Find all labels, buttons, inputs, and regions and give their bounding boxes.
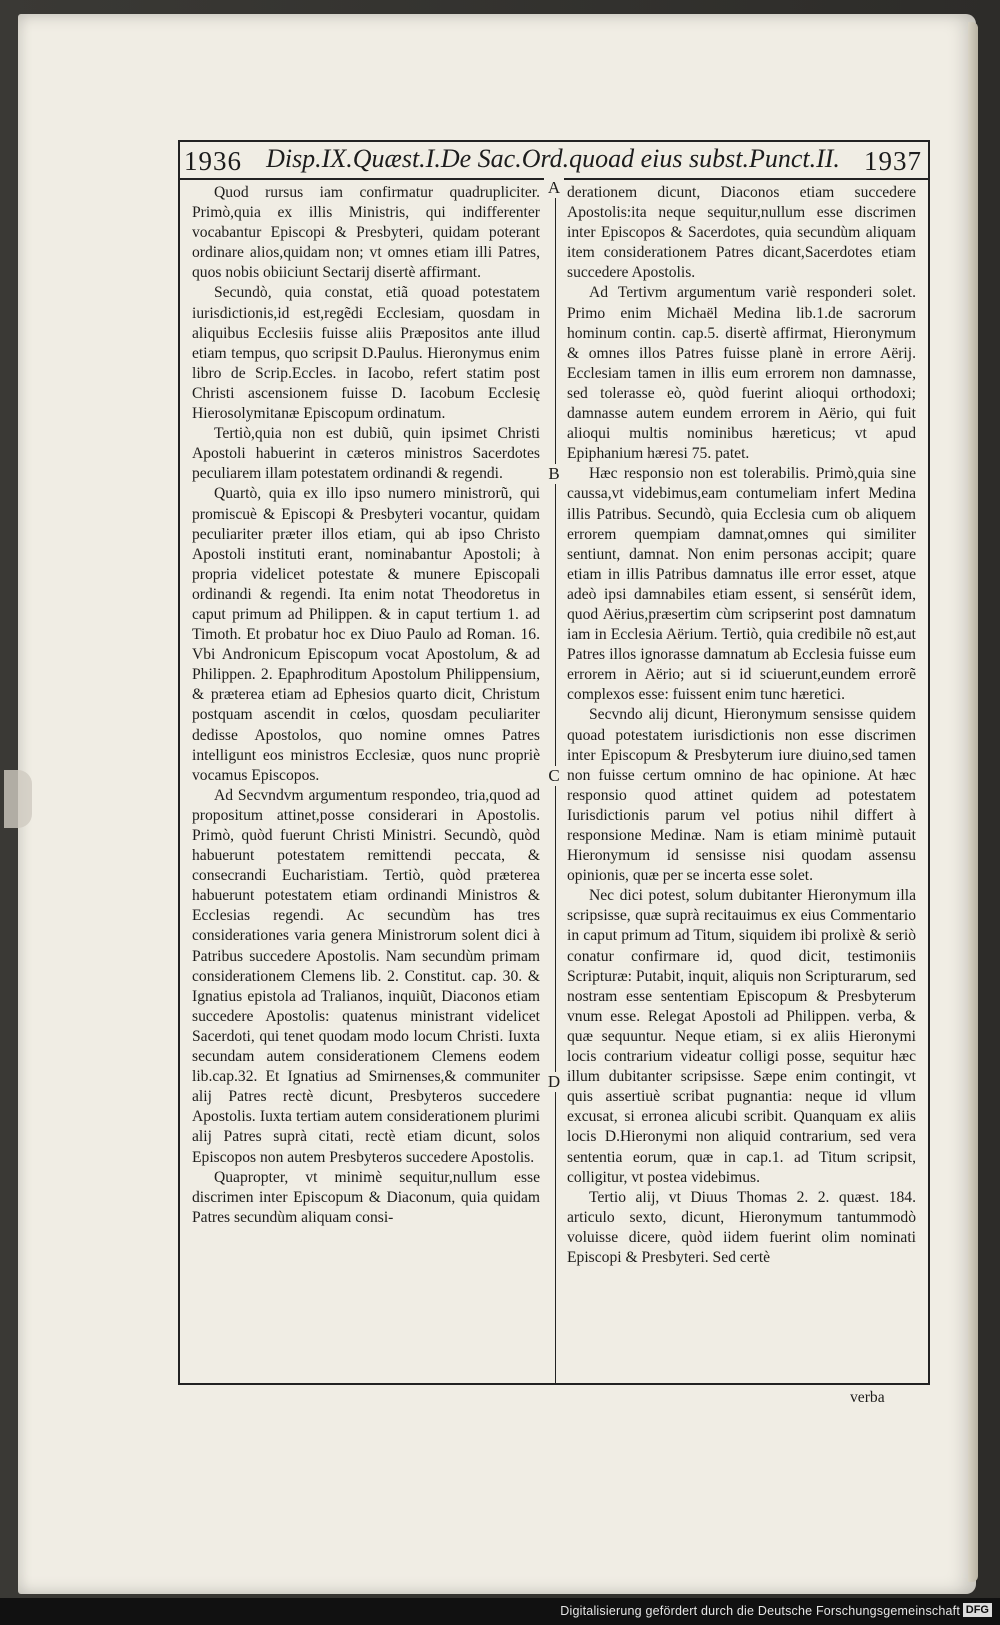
dfg-logo: DFG — [963, 1603, 992, 1617]
paragraph: Ad Tertivm argumentum variè responderi solet. Primo enim Michaël Medina lib.1.de sacrorum hominum contin. cap.5. disertè affirmat, Hieronymum & omnes illos Patres fuisse planè in errore Aërij. Ecclesiam tamen in illis eum errorem non damnasse, sed tolerasse eò, quòd fuerint alioqui orthodoxi; damnasse autem eundem errorem in Aërio, qui fuit alioqui multis nominibus hæreticus; vt apud Epiphanium hæresi 75. patet. — [567, 284, 916, 463]
page-tab-mark — [4, 770, 32, 828]
footer-bar — [0, 1598, 1000, 1625]
paragraph: Quartò, quia ex illo ipso numero ministrorũ, qui promiscuè & Episcopi & Presbyteri vocantur, quidam peculiariter præter illos etiam, qui ab ipso Christo Apostoli instituti erant, nominabantur Apostoli; à propria videlicet potestate & munere Episcopali ordinandi & regendi. Ita enim notat Theodoretus in caput primum ad Philippen. & in caput tertium 1. ad Timoth. Et probatur hoc ex Diuo Paulo ad Roman. 16. Vbi Andronicum Episcopum vocat Apostolum, & ad Philippen. 2. Epaphroditum Apostolum Philippensium, & præterea etiam ad Ephesios quarto dicit, Christum postquam ascendit in cœlos, quosdam peculiariter dedisse Apostolos, quo nomine omnes Patres intelligunt eos ministros Ecclesiæ, quos nunc propriè vocamus Episcopos. — [192, 485, 540, 784]
section-marker-a: A — [544, 178, 564, 198]
section-marker-b: B — [544, 464, 564, 484]
right-column — [567, 183, 916, 1268]
paragraph: Hæc responsio non est tolerabilis. Primò,quia sine caussa,vt videbimus,eam contumeliam infert Medina illis Patribus. Secundò, quia Ecclesia cum ob aliquem errorem quempiam damnat,omnes qui similiter sentiunt, damnat. Non enim personas accipit; quare etiam in illis Patribus damnatus ille error esset, atque adeò ipsi damnabiles etiam essent, si sensérũt idem, quod Aërius,præsertim cùm scripserint post damnatum iam in Ecclesia Aërium. Tertiò, quia credibile nõ est,aut Patres illos ignorasse damnatum ab Ecclesia fuisse eum errorem in Aërio; aut si id sciuerunt,eundem errorẽ complexos esse: fuissent enim tunc hæretici. — [567, 465, 916, 704]
paragraph: Tertio alij, vt Diuus Thomas 2. 2. quæst. 184. articulo sexto, dicunt, Hieronymum tantummodò voluisse dicere, quòd iidem fuerint olim nominati Episcopi & Presbyteri. Sed certè — [567, 1188, 916, 1266]
paragraph: derationem dicunt, Diaconos etiam succedere Apostolis:ita neque sequitur,nullum esse discrimen inter Episcopos & Sacerdotes, quia secundùm aliquam item considerationem Patres dicant,Sacerdotes etiam succedere Apostolis. — [567, 184, 916, 282]
paragraph: Quod rursus iam confirmatur quadrupliciter. Primò,quia ex illis Ministris, qui indifferenter vocabantur Episcopi & Presbyteri, quidam poterant ordinare alios,quidam non; vt omnes etiam illi Patres, quos nobis obiiciunt Sectarij disertè affirmant. — [192, 184, 540, 282]
running-title: Disp.IX.Quæst.I.De Sac.Ord.quoad eius subst.Punct.II. — [266, 144, 840, 173]
paragraph: Ad Secvndvm argumentum respondeo, tria,quod ad propositum attinet,posse considerari in Apostolis. Primò, quòd fuerunt Christi Ministri. Secundò, quòd habuerunt potestatem remittendi peccata, & consecrandi Eucharistiam. Tertiò, quòd præterea habuerunt potestatem etiam ordinandi Ministros & Ecclesias regendi. Ac secundùm has tres considerationes varia genera Ministrorum solent dici à Patribus succedere Apostolis. Nam secundùm primam considerationem Clemens lib. 2. Constitut. cap. 30. & Ignatius epistola ad Tralianos, inquiũt, Diaconos etiam succedere Apostolis: quatenus ministrant videlicet Sacerdoti, qui tenet quodam modo locum Christi. Iuxta secundam autem considerationem Clemens eodem lib.cap.32. Et Ignatius ad Smirnenses,& communiter alij Patres rectè dicunt, Presbyteros succedere Apostolis. Iuxta tertiam autem considerationem plurimi alij Patres suprà citati, rectè etiam dicunt, solos Episcopos non autem Presbyteros succedere Apostolis. — [192, 786, 540, 1166]
section-marker-d: D — [544, 1072, 564, 1092]
running-head — [180, 144, 928, 178]
page-number-right: 1937 — [864, 146, 922, 176]
page-number-left: 1936 — [184, 146, 242, 176]
paragraph: Nec dici potest, solum dubitanter Hieronymum illa scripsisse, quæ suprà recitauimus ex eius Commentario in caput primum ad Titum, siquidem ibi prolixè & seriò conatur confirmare id, quod dicit, testimoniis Scripturæ: Putabit, inquit, aliquis non Scripturarum, sed nostram esse sententiam Episcopum & Presbyterum vnum esse. Relegat Apostoli ad Philippen. verba, & quæ sequuntur. Neque etiam, si ex aliis Hieronymi locis contrarium videatur colligi posse, sequitur hæc illum dubitanter scripsisse. Sæpe enim contingit, vt quis assertiuè scribat pugnantia: neque id vllum excusat, si erronea alicubi scribit. Quanquam ex aliis locis D.Hieronymi non aliquid contrarium, sed vera sententia eorum, quæ in cap.1. ad Titum scripsit, colligitur, vt postea videbimus. — [567, 887, 916, 1186]
catchword: verba — [850, 1389, 885, 1406]
paragraph: Secundò, quia constat, etiã quoad potestatem iurisdictionis,id est,regẽdi Ecclesiam, quosdam in aliquibus Ecclesiis fuisse aliis Præpositos ante illud etiam tempus, quo scripsit D.Paulus. Hieronymus enim libro de Scrip.Eccles. in Iacobo, refert statim post Christi ascensionem fuisse D. Iacobum Ecclesię Hierosolymitanæ Episcopum ordinatum. — [192, 284, 540, 423]
section-marker-c: C — [544, 766, 564, 786]
paragraph: Tertiò,quia non est dubiũ, quin ipsimet Christi Apostoli habuerint in cæteros ministros Sacerdotes peculiarem illam potestatem ordinandi & regendi. — [192, 425, 540, 483]
paragraph: Quapropter, vt minimè sequitur,nullum esse discrimen inter Episcopum & Diaconum, quia quidam Patres secundùm aliquam consi- — [192, 1168, 540, 1226]
left-column — [192, 183, 540, 1228]
paragraph: Secvndo alij dicunt, Hieronymum sensisse quidem quoad potestatem iurisdictionis non esse discrimen inter Episcopum & Presbyterum iure diuino,sed tamen non fuisse certum omnino de hac opinione. At hæc responsio quod attinet quidem ad potestatem Iurisdictionis parum vel potius nihil differt à responsione Medinæ. Nam is etiam minimè putauit Hieronymum id sensisse nisi quodam assensu opinionis, quæ per se incerta esse solet. — [567, 706, 916, 885]
page-edge — [968, 22, 978, 1582]
digitization-credit: Digitalisierung gefördert durch die Deutsche Forschungsgemeinschaft — [560, 1604, 960, 1618]
